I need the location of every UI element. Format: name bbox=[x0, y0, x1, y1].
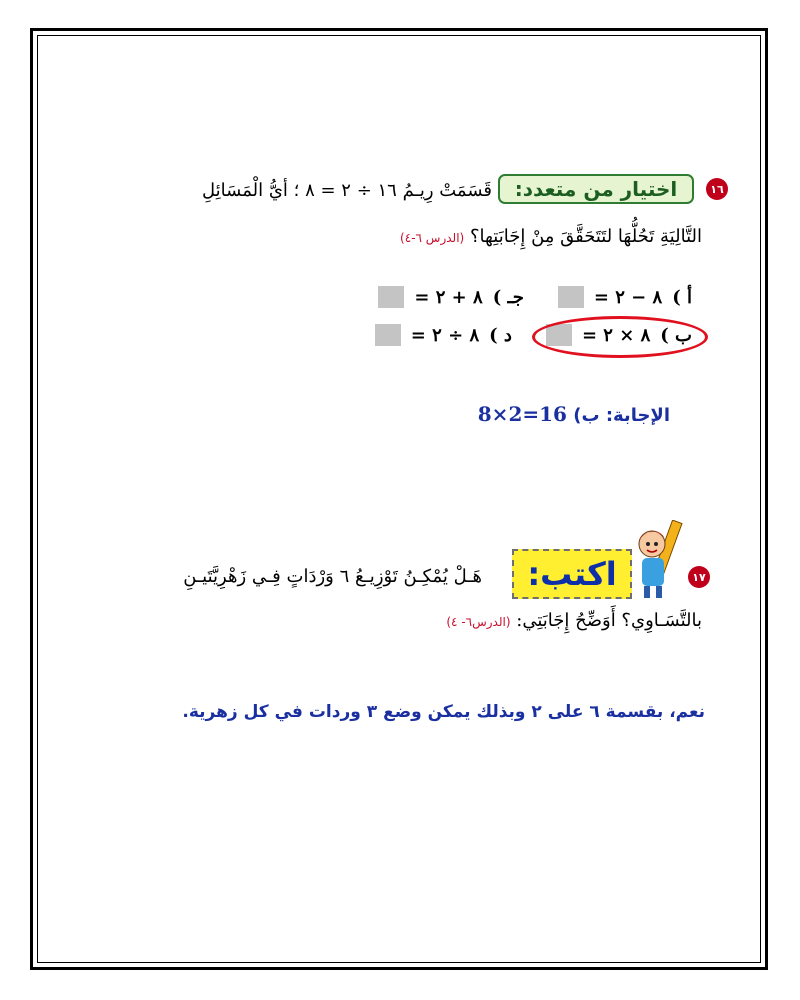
answer-label: الإجابة: ب) bbox=[573, 405, 670, 426]
question-17-number-badge bbox=[688, 566, 710, 588]
question-16-answer bbox=[478, 402, 670, 426]
option-b-label: ب ) bbox=[660, 324, 692, 346]
question-16-line-2-text: التَّالِيَةِ تَحُلُّهَا لتَتَحَقَّقَ مِنْ إِجَابَتِها؟ bbox=[469, 226, 702, 247]
option-a-label: أ ) bbox=[672, 286, 692, 308]
question-16-lesson-ref: (الدرس ٦-٤) bbox=[400, 231, 465, 245]
write-label-text: اكتب: bbox=[527, 555, 617, 593]
write-label bbox=[512, 549, 632, 599]
question-16-number: ١٦ bbox=[710, 182, 724, 196]
question-16-line-2 bbox=[400, 226, 702, 247]
multiple-choice-label-text: اختيار من متعدد: bbox=[514, 177, 678, 201]
question-17-number: ١٧ bbox=[692, 570, 706, 584]
question-17-line-1: هَـلْ يُمْكِـنُ تَوْزِيـعُ ٦ وَرْدَاتٍ فِـي زَهْرِيَّتَيـنِ bbox=[183, 566, 482, 587]
option-b-expression: ٨ × ٢ = bbox=[581, 324, 651, 346]
options-row-1 bbox=[378, 286, 692, 308]
question-16-line-1: قَسَمَتْ رِيـمُ ١٦ ÷ ٢ = ٨ ؛ أيُّ الْمَسَائِلِ bbox=[202, 180, 492, 201]
correct-option-highlight-circle bbox=[532, 316, 708, 358]
question-17-answer: نعم، بقسمة ٦ على ٢ وبذلك يمكن وضع ٣ وردات في كل زهرية. bbox=[182, 702, 705, 722]
multiple-choice-label bbox=[498, 174, 694, 204]
answer-equation: 8×2=16 bbox=[477, 402, 567, 426]
answer-blank-c bbox=[378, 286, 404, 308]
option-a-expression: ٨ − ٢ = bbox=[593, 286, 663, 308]
option-d-label: د ) bbox=[489, 324, 512, 346]
question-17-lesson-ref: (الدرس٦- ٤) bbox=[446, 615, 511, 629]
question-17-line-2 bbox=[446, 610, 702, 631]
answer-blank-d bbox=[375, 324, 401, 346]
option-c-expression: ٨ + ٢ = bbox=[414, 286, 483, 308]
option-c-label: جـ ) bbox=[492, 286, 524, 308]
question-16-number-badge bbox=[706, 178, 728, 200]
option-d-expression: ٨ ÷ ٢ = bbox=[410, 324, 480, 346]
pencil-kid-icon bbox=[632, 520, 684, 600]
answer-blank-a bbox=[558, 286, 584, 308]
question-17-line-2-text: بالتَّسَـاوِي؟ أَوَضِّحُ إِجَابَتِي: bbox=[516, 610, 702, 631]
